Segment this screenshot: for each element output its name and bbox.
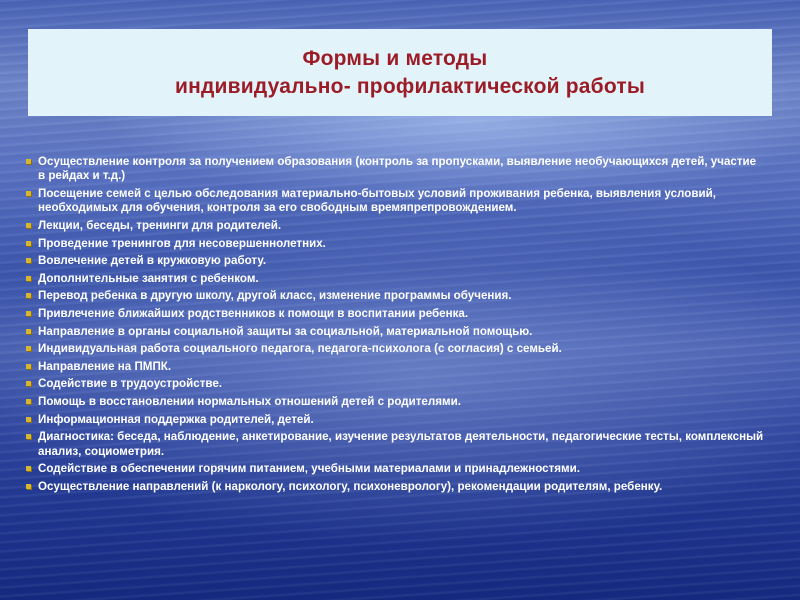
bullet-item [26, 187, 766, 216]
bullet-item [26, 413, 766, 427]
bullet-square-icon [26, 329, 31, 334]
bullet-square-icon [26, 466, 31, 471]
bullet-item [26, 395, 766, 409]
bullet-list [26, 155, 766, 497]
bullet-square-icon [26, 258, 31, 263]
bullet-square-icon [26, 381, 31, 386]
bullet-square-icon [26, 434, 31, 439]
bullet-text: Содействие в обеспечении горячим питанием, учебными материалами и принадлежностями. [38, 462, 580, 476]
bullet-item [26, 462, 766, 476]
slide-title-line-2: индивидуально- профилактической работы [175, 74, 645, 98]
bullet-square-icon [26, 346, 31, 351]
bullet-item [26, 325, 766, 339]
bullet-item [26, 289, 766, 303]
bullet-text: Привлечение ближайших родственников к помощи в воспитании ребенка. [38, 306, 469, 320]
bullet-text: Информационная поддержка родителей, детей. [38, 412, 314, 426]
bullet-square-icon [26, 364, 31, 369]
bullet-text: Лекции, беседы, тренинги для родителей. [38, 219, 282, 232]
bullet-square-icon [26, 417, 31, 422]
bullet-text: Осуществление направлений (к наркологу, психологу, психоневрологу), рекомендации родителям, ребенку. [38, 479, 663, 493]
bullet-square-icon [26, 241, 31, 246]
bullet-text: Посещение семей с целью обследования материально-бытовых условий проживания ребенка, выявления условий, необходимых для обучения, контроля за его свободным времяпрепровождением. [38, 187, 716, 215]
bullet-square-icon [26, 159, 31, 164]
bullet-text: Индивидуальная работа социального педагога, педагога-психолога (с согласия) с семьей. [38, 342, 562, 356]
bullet-item [26, 219, 766, 233]
bullet-text: Направление в органы социальной защиты за социальной, материальной помощью. [38, 324, 533, 338]
bullet-item [26, 237, 766, 251]
bullet-item [26, 155, 766, 184]
bullet-item [26, 480, 766, 494]
bullet-item [26, 377, 766, 391]
bullet-square-icon [26, 484, 31, 489]
bullet-item [26, 307, 766, 321]
bullet-text: Дополнительные занятия с ребенком. [38, 271, 259, 285]
bullet-text: Содействие в трудоустройстве. [38, 377, 223, 391]
bullet-item [26, 342, 766, 356]
bullet-square-icon [26, 223, 31, 228]
bullet-text: Осуществление контроля за получением образования (контроль за пропусками, выявление необучающихся детей, участие в рейдах и т.д.) [38, 155, 757, 183]
bullet-square-icon [26, 276, 31, 281]
bullet-item [26, 360, 766, 374]
bullet-item [26, 272, 766, 286]
bullet-square-icon [26, 293, 31, 298]
bullet-text: Диагностика: беседа, наблюдение, анкетирование, изучение результатов деятельности, педагогические тесты, комплексный анализ, социометрия. [38, 430, 764, 458]
bullet-text: Проведение тренингов для несовершеннолетних. [38, 236, 326, 250]
bullet-text: Перевод ребенка в другую школу, другой класс, изменение программы обучения. [38, 289, 512, 303]
slide-title-line-1: Формы и методы [302, 46, 488, 70]
bullet-square-icon [26, 399, 31, 404]
bullet-square-icon [26, 311, 31, 316]
bullet-text: Вовлечение детей в кружковую работу. [38, 254, 267, 268]
bullet-item [26, 254, 766, 268]
bullet-text: Направление на ПМПК. [38, 359, 172, 373]
bullet-square-icon [26, 191, 31, 196]
bullet-item [26, 430, 766, 459]
bullet-text: Помощь в восстановлении нормальных отношений детей с родителями. [38, 394, 461, 408]
title-box [28, 29, 772, 116]
